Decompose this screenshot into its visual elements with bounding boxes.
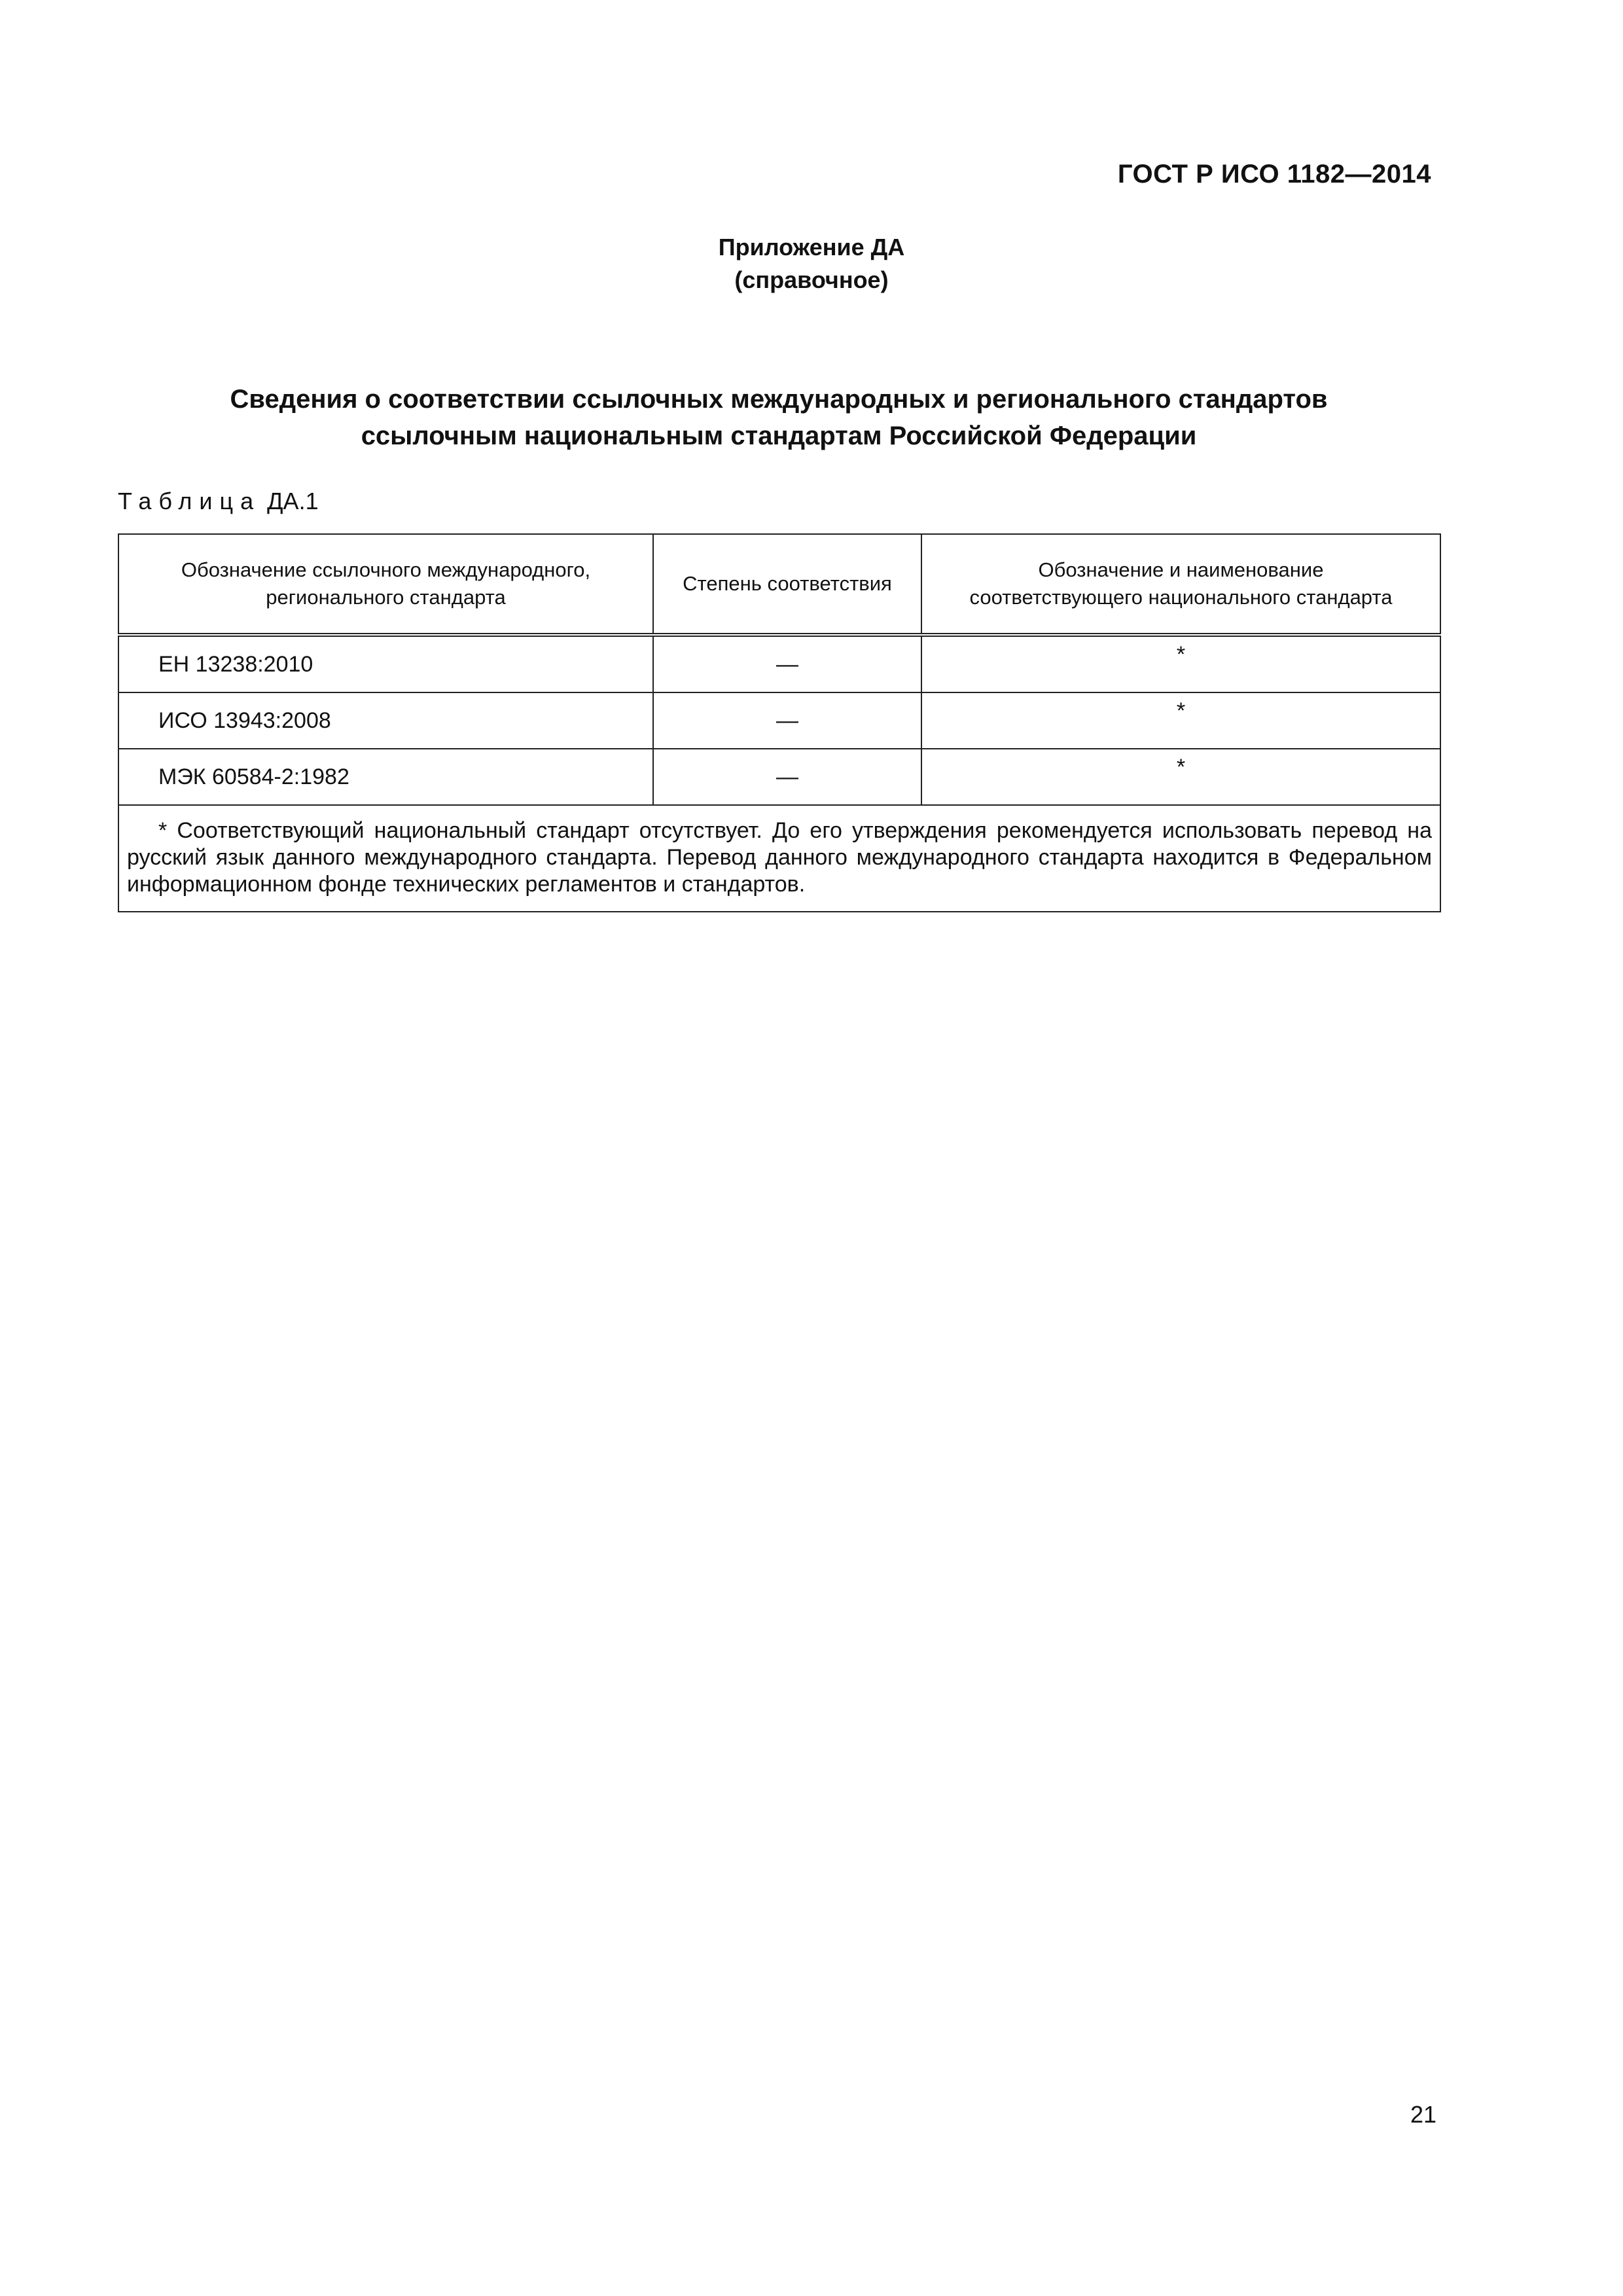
cell-degree: — [653,749,921,805]
cell-national: * [921,749,1440,805]
cell-designation: ЕН 13238:2010 [118,635,653,692]
correspondence-table [118,533,1441,912]
header-national-standard: Обозначение и наименование соответствующего национального стандарта [921,534,1440,635]
table-footnote-row [118,805,1440,912]
section-title-line-2: ссылочным национальным стандартам Российской Федерации [361,422,1197,450]
header-degree: Степень соответствия [653,534,921,635]
table-caption-word: Таблица [118,488,261,514]
page-number: 21 [1410,2101,1436,2128]
appendix-heading [0,231,1623,296]
table-row [118,635,1440,692]
section-title-line-1: Сведения о соответствии ссылочных международных и регионального стандартов [230,385,1328,414]
appendix-title: Приложение ДА [718,234,905,260]
cell-national: * [921,692,1440,749]
header-designation: Обозначение ссылочного международного, регионального стандарта [118,534,653,635]
table-caption [118,488,319,515]
cell-national: * [921,635,1440,692]
cell-degree: — [653,692,921,749]
table-row [118,749,1440,805]
cell-designation: ИСО 13943:2008 [118,692,653,749]
appendix-kind: (справочное) [734,266,889,293]
table-header-row [118,534,1440,635]
cell-designation: МЭК 60584-2:1982 [118,749,653,805]
table-caption-id: ДА.1 [267,488,319,514]
table-row [118,692,1440,749]
section-title [118,381,1440,454]
document-code: ГОСТ Р ИСО 1182—2014 [1117,160,1431,188]
table-footnote: * Соответствующий национальный стандарт отсутствует. До его утверждения рекомендуется использовать перевод на русский язык данного международного стандарта. Перевод данного международного стандарта находится в Федеральном информационном фонде технических регламентов и стандартов. [118,805,1440,912]
cell-degree: — [653,635,921,692]
